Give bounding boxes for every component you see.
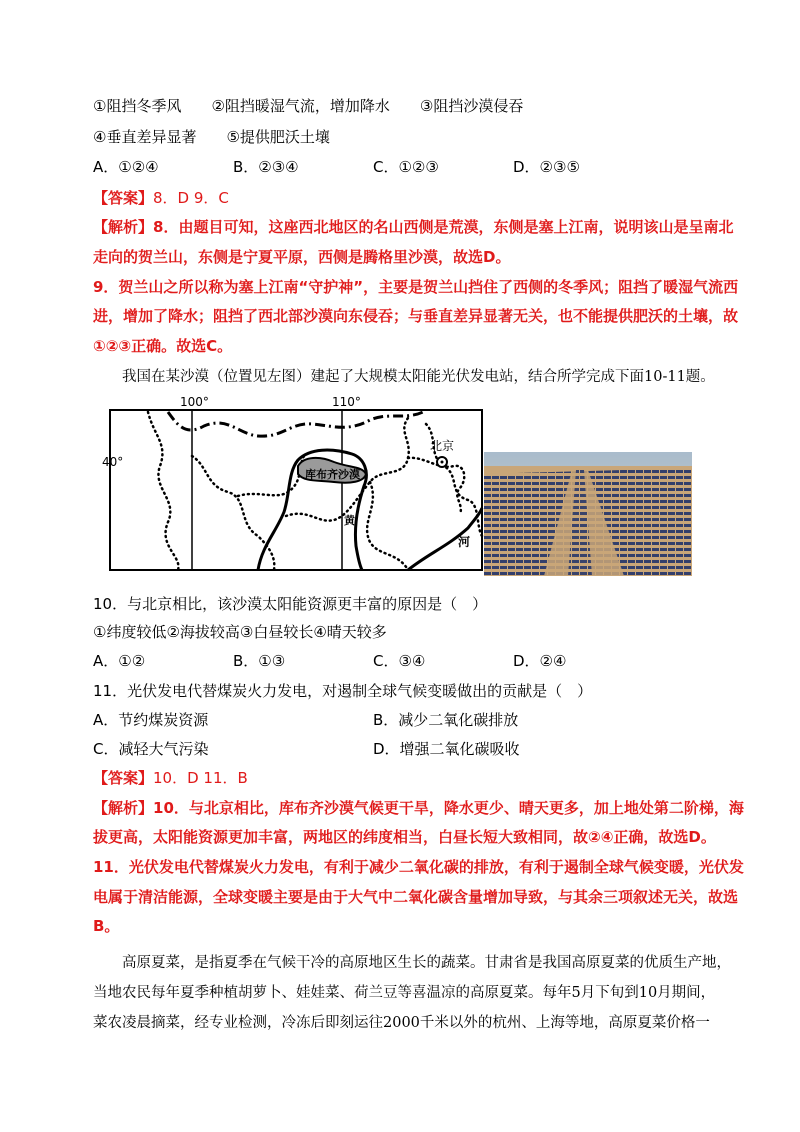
answer-tag: 【答案】	[93, 189, 154, 207]
lon-label-110: 110°	[332, 395, 361, 409]
q11-stem: 11．光伏发电代替煤炭火力发电，对遏制全球气候变暖做出的贡献是（ ）	[93, 682, 593, 700]
passage-line2: 当地农民每年夏季种植胡萝卜、娃娃菜、荷兰豆等喜温凉的高原夏菜。每年5月下旬到10月期间，	[93, 985, 716, 1001]
analysis-8-9-line4: 进，增加了降水；阻挡了西北部沙漠向东侵吞；与垂直差异显著无关，也不能提供肥沃的土壤，故	[93, 307, 739, 325]
q9-choice-b: B．②③④	[233, 158, 299, 176]
q10-choice-a: A．①②	[93, 652, 146, 670]
answer-text: 10．D 11．B	[153, 769, 248, 787]
desert-location-map	[102, 395, 484, 576]
q11-choice-c: C．减轻大气污染	[93, 740, 209, 758]
answer-8-9	[93, 188, 229, 208]
solar-farm-photo	[484, 452, 692, 576]
analysis-8-9-line1	[93, 217, 733, 237]
q11-choice-d: D．增强二氧化碳吸收	[373, 740, 520, 758]
lon-label-100: 100°	[180, 395, 209, 409]
analysis-8-9-line2: 走向的贺兰山，东侧是宁夏平原，西侧是腾格里沙漠，故选D。	[93, 248, 511, 266]
q9-options-row2: ④垂直差异显著 ⑤提供肥沃土壤	[93, 128, 330, 146]
q9-choice-d: D．②③⑤	[513, 158, 580, 176]
beijing-label: 北京	[430, 439, 455, 453]
q10-stem: 10．与北京相比，该沙漠太阳能资源更丰富的原因是（ ）	[93, 595, 488, 613]
analysis-8-9-line5: ①②③正确。故选C。	[93, 337, 233, 355]
lat-label-40: 40°	[102, 455, 124, 469]
answer-tag: 【答案】	[93, 769, 154, 787]
river-label-1: 黄	[344, 514, 355, 527]
river-label-2: 河	[458, 535, 471, 549]
q10-choice-c: C．③④	[373, 652, 426, 670]
q10-options: ①纬度较低②海拔较高③白昼较长④晴天较多	[93, 623, 387, 641]
analysis-10-11-line3: 11．光伏发电代替煤炭火力发电，有利于减少二氧化碳的排放，有利于遏制全球气候变暖，光伏发	[93, 858, 744, 876]
analysis-10-11-line5: B。	[93, 917, 120, 935]
analysis-tag: 【解析】	[93, 218, 154, 236]
map-frame	[110, 410, 482, 570]
analysis-10-11-line4: 电属于清洁能源，全球变暖主要是由于大气中二氧化碳含量增加导致，与其余三项叙述无关，故选	[93, 888, 739, 906]
answer-10-11	[93, 768, 248, 788]
q9-options-row1: ①阻挡冬季风 ②阻挡暖湿气流，增加降水 ③阻挡沙漠侵吞	[93, 97, 524, 115]
analysis-10-11-line1	[93, 798, 744, 818]
passage-line1: 高原夏菜，是指夏季在气候干冷的高原地区生长的蔬菜。甘肃省是我国高原夏菜的优质生产地，	[122, 955, 731, 971]
analysis-10-11-line2: 拔更高，太阳能资源更加丰富，两地区的纬度相当，白昼长短大致相同，故②④正确，故选D。	[93, 828, 716, 846]
intro-text: 我国在某沙漠（位置见左图）建起了大规模太阳能光伏发电站，结合所学完成下面10-11题。	[122, 369, 715, 385]
desert-label: 库布齐沙漠	[305, 468, 360, 481]
analysis-text: 8．由题目可知，这座西北地区的名山西侧是荒漠，东侧是塞上江南，说明该山是呈南北	[153, 218, 734, 236]
answer-text: 8．D 9．C	[153, 189, 229, 207]
passage-line3: 菜农凌晨摘菜，经专业检测，冷冻后即刻运往2000千米以外的杭州、上海等地，高原夏菜价格一	[93, 1015, 710, 1031]
analysis-text: 10．与北京相比，库布齐沙漠气候更干旱，降水更少、晴天更多，加上地处第二阶梯，海	[153, 799, 744, 817]
q9-choice-a: A．①②④	[93, 158, 159, 176]
analysis-8-9-line3: 9．贺兰山之所以称为塞上江南“守护神”，主要是贺兰山挡住了西侧的冬季风；阻挡了暖湿气流西	[93, 278, 739, 296]
q10-choice-b: B．①③	[233, 652, 286, 670]
q9-choice-c: C．①②③	[373, 158, 439, 176]
analysis-tag: 【解析】	[93, 799, 154, 817]
q10-choice-d: D．②④	[513, 652, 567, 670]
q11-choice-b: B．减少二氧化碳排放	[373, 711, 519, 729]
q11-choice-a: A．节约煤炭资源	[93, 711, 209, 729]
